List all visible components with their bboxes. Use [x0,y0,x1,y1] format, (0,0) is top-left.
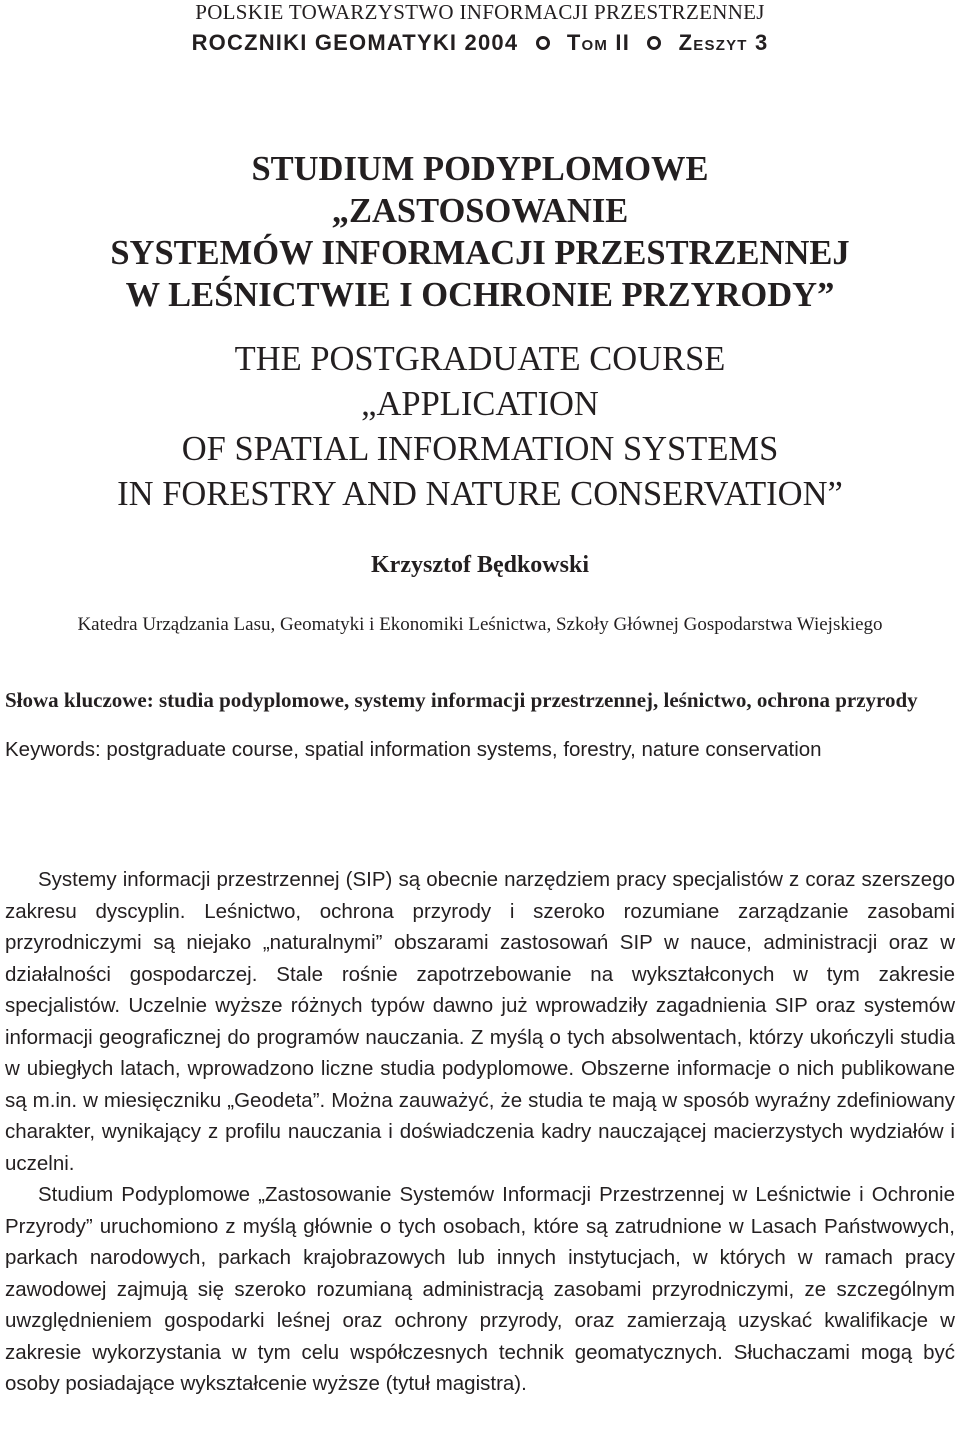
journal-header [0,30,960,56]
title-english [0,337,960,517]
body-paragraph: Studium Podyplomowe „Zastosowanie Systemów Informacji Przestrzennej w Leśnictwie i Ochronie Przyrody” uruchomiono z myślą głównie o tych osobach, które są zatrudnione w Lasach Państwowych, parkach narodowych, parkach krajobrazowych lub innych instytucjach, w których w ramach pracy zawodowej zajmują się szeroko rozumianą administracją zasobami przyrodniczymi, ze szczególnym uwzględnieniem gospodarki leśnej oraz ochrony przyrody, oraz zamierzają uzyskać kwalifikacje w zakresie wykorzystania w tym celu współczesnych technik geomatycznych. Słuchaczami mogą być osoby posiadające wykształcenie wyższe (tytuł magistra). [5,1183,955,1395]
bullet-separator-icon [647,36,661,50]
title-pl-line: SYSTEMÓW INFORMACJI PRZESTRZENNEJ [110,234,850,272]
title-en-line: IN FORESTRY AND NATURE CONSERVATION” [117,475,843,513]
title-en-line: OF SPATIAL INFORMATION SYSTEMS [181,430,779,468]
journal-volume: Tom II [566,30,631,55]
title-polish [0,148,960,316]
journal-issue: Zeszyt 3 [678,30,769,55]
title-en-line: „APPLICATION [361,385,599,423]
title-pl-line: STUDIUM PODYPLOMOWE [251,150,709,188]
title-en-line: THE POSTGRADUATE COURSE [234,340,726,378]
title-pl-line: „ZASTOSOWANIE [331,192,629,230]
society-name: POLSKIE TOWARZYSTWO INFORMACJI PRZESTRZENNEJ [195,0,765,24]
article-body [5,864,955,1400]
author-name: Krzysztof Będkowski [371,552,589,578]
keywords-polish: Słowa kluczowe: studia podyplomowe, systemy informacji przestrzennej, leśnictwo, ochrona przyrody [5,688,918,712]
journal-title: ROCZNIKI GEOMATYKI 2004 [191,30,519,55]
author-affiliation: Katedra Urządzania Lasu, Geomatyki i Ekonomiki Leśnictwa, Szkoły Głównej Gospodarstwa Wiejskiego [77,614,883,635]
title-pl-line: W LEŚNICTWIE I OCHRONIE PRZYRODY” [125,276,835,314]
keywords-english: Keywords: postgraduate course, spatial information systems, forestry, nature conservation [5,738,822,761]
bullet-separator-icon [536,36,550,50]
body-paragraph: Systemy informacji przestrzennej (SIP) są obecnie narzędziem pracy specjalistów z coraz szerszego zakresu dyscyplin. Leśnictwo, ochrona przyrody i szeroko rozumiane zarządzanie zasobami przyrodniczymi są niejako „naturalnymi” obszarami zastosowań SIP w nauce, administracji oraz w działalności gospodarczej. Stale rośnie zapotrzebowanie na wykształconych w tym zakresie specjalistów. Uczelnie wyższe różnych typów dawno już wprowadziły zagadnienia SIP oraz systemów informacji geograficznej do programów nauczania. Z myślą o tych absolwentach, którzy ukończyli studia w ubiegłych latach, wprowadzono liczne studia podyplomowe. Obszerne informacje o nich publikowane są m.in. w miesięczniku „Geodeta”. Można zauważyć, że studia te mają w sposób wyraźny zdefiniowany charakter, wynikający z profilu nauczania i doświadczenia kadry nauczającej macierzystych wydziałów i uczelni. [5,868,955,1175]
